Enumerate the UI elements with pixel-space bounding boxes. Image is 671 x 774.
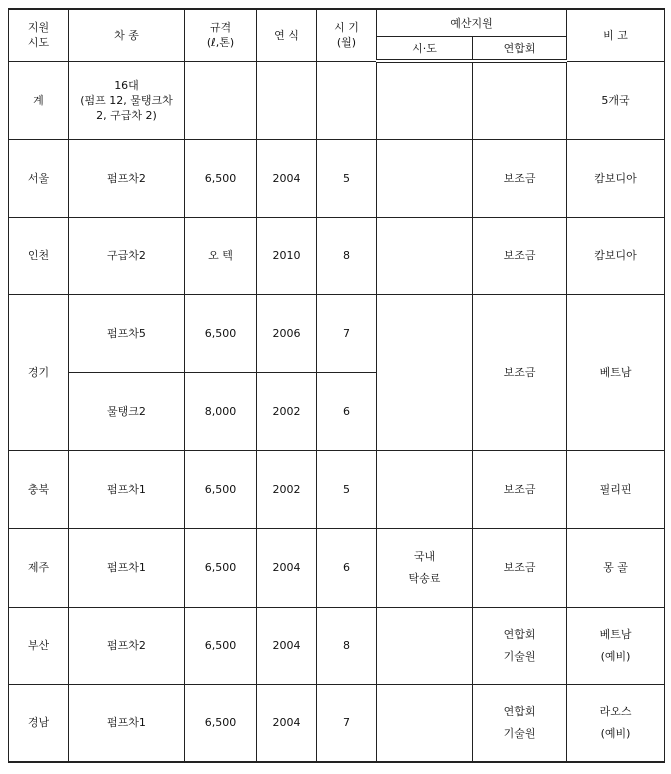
cell-spec: 6,500 (185, 528, 257, 607)
header-region: 지원 시도 (9, 9, 69, 61)
cell-assoc (473, 61, 567, 139)
cell-assoc: 보조금 (473, 217, 567, 294)
cell-note: 베트남 (567, 294, 665, 450)
cell-assoc: 보조금 (473, 528, 567, 607)
cell-assoc: 보조금 (473, 294, 567, 450)
cell-region: 서울 (9, 139, 69, 217)
cell-vehicle: 구급차2 (69, 217, 185, 294)
cell-region: 인천 (9, 217, 69, 294)
header-spec: 규격 (ℓ,톤) (185, 9, 257, 61)
cell-assoc: 연합회 기술원 (473, 684, 567, 762)
cell-vehicle: 펌프차1 (69, 450, 185, 528)
cell-region: 충북 (9, 450, 69, 528)
cell-assoc: 보조금 (473, 450, 567, 528)
cell-region: 부산 (9, 607, 69, 684)
cell-spec: 6,500 (185, 294, 257, 372)
cell-spec: 6,500 (185, 450, 257, 528)
table-row-total (9, 61, 665, 139)
cell-timing (317, 61, 377, 139)
cell-city (377, 607, 473, 684)
cell-year (257, 61, 317, 139)
header-note: 비 고 (567, 9, 665, 61)
header-budget-city: 시·도 (377, 37, 473, 62)
cell-city (377, 294, 473, 450)
cell-assoc: 보조금 (473, 139, 567, 217)
header-year: 연 식 (257, 9, 317, 61)
cell-spec: 6,500 (185, 139, 257, 217)
cell-timing: 7 (317, 684, 377, 762)
cell-timing: 8 (317, 607, 377, 684)
table-row (9, 528, 665, 607)
table-row (9, 294, 665, 372)
cell-region: 경기 (9, 294, 69, 450)
cell-year: 2006 (257, 294, 317, 372)
cell-year: 2004 (257, 139, 317, 217)
cell-region: 경남 (9, 684, 69, 762)
cell-region: 계 (9, 61, 69, 139)
table-row (9, 450, 665, 528)
table-row (9, 684, 665, 762)
cell-year: 2002 (257, 372, 317, 450)
cell-year: 2002 (257, 450, 317, 528)
cell-note: 몽 골 (567, 528, 665, 607)
cell-vehicle: 펌프차2 (69, 607, 185, 684)
cell-city: 국내 탁송료 (377, 528, 473, 607)
cell-year: 2004 (257, 684, 317, 762)
cell-region: 제주 (9, 528, 69, 607)
cell-spec (185, 61, 257, 139)
header-timing: 시 기 (월) (317, 9, 377, 61)
cell-note: 베트남 (예비) (567, 607, 665, 684)
header-budget-assoc: 연합회 (473, 37, 567, 62)
cell-timing: 5 (317, 139, 377, 217)
cell-city (377, 61, 473, 139)
support-table (8, 8, 665, 763)
cell-spec: 오 텍 (185, 217, 257, 294)
header-budget: 예산지원 (377, 9, 567, 37)
cell-note: 캄보디아 (567, 139, 665, 217)
cell-vehicle: 펌프차1 (69, 528, 185, 607)
table-row (9, 139, 665, 217)
cell-assoc: 연합회 기술원 (473, 607, 567, 684)
cell-spec: 6,500 (185, 607, 257, 684)
cell-vehicle: 펌프차5 (69, 294, 185, 372)
cell-note: 필리핀 (567, 450, 665, 528)
cell-city (377, 684, 473, 762)
cell-vehicle: 16대 (펌프 12, 물탱크차 2, 구급차 2) (69, 61, 185, 139)
cell-timing: 6 (317, 372, 377, 450)
cell-year: 2004 (257, 528, 317, 607)
cell-year: 2004 (257, 607, 317, 684)
cell-vehicle: 물탱크2 (69, 372, 185, 450)
table-row (9, 607, 665, 684)
cell-vehicle: 펌프차2 (69, 139, 185, 217)
cell-note: 5개국 (567, 61, 665, 139)
cell-note: 라오스 (예비) (567, 684, 665, 762)
cell-spec: 8,000 (185, 372, 257, 450)
cell-vehicle: 펌프차1 (69, 684, 185, 762)
cell-timing: 8 (317, 217, 377, 294)
table-row (9, 217, 665, 294)
cell-city (377, 139, 473, 217)
cell-city (377, 217, 473, 294)
cell-timing: 7 (317, 294, 377, 372)
cell-timing: 5 (317, 450, 377, 528)
cell-city (377, 450, 473, 528)
cell-spec: 6,500 (185, 684, 257, 762)
cell-year: 2010 (257, 217, 317, 294)
header-vehicle: 차 종 (69, 9, 185, 61)
cell-timing: 6 (317, 528, 377, 607)
cell-note: 캄보디아 (567, 217, 665, 294)
